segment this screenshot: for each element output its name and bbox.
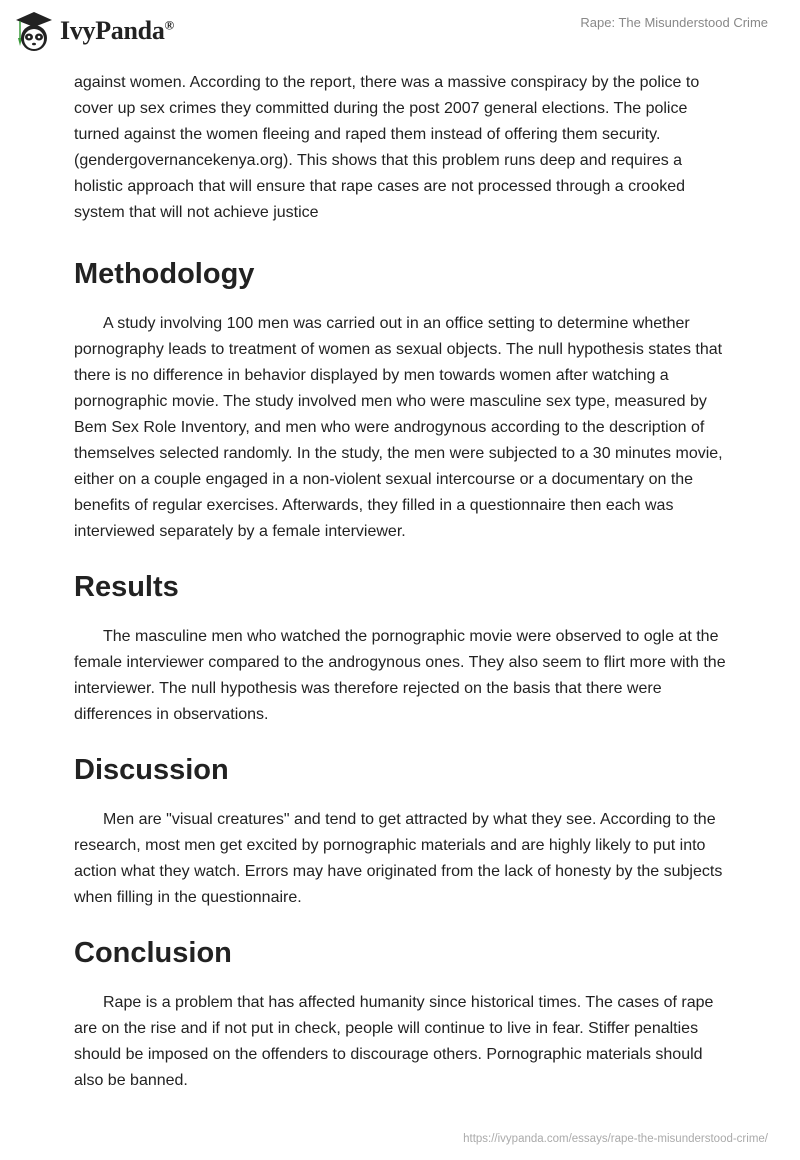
heading-conclusion: Conclusion	[74, 937, 232, 969]
methodology-paragraph: A study involving 100 men was carried out in an office setting to determine whether pornography leads to treatment of women as sexual objects. The null hypothesis states that there is no difference in behavior displayed by men towards women after watching a pornographic movie. The study involved men who were masculine sex type, measured by Bem Sex Role Inventory, and men who were androgynous according to the description of themselves selected randomly. In the study, the men were subjected to a 30 minutes movie, either on a couple engaged in a non-violent sexual intercourse or a documentary on the benefits of regular exercises. Afterwards, they filled in a questionnaire then each was interviewed separately by a female interviewer.	[74, 315, 723, 540]
intro-paragraph: against women. According to the report, there was a massive conspiracy by the police to cover up sex crimes they committed during the post 2007 general elections. The police turned against the women fleeing and raped them instead of offering them security. (gendergovernancekenya.org). This shows that this problem runs deep and requires a holistic approach that will ensure that rape cases are not processed through a crooked system that will not achieve justice	[74, 74, 700, 221]
document-title: Rape: The Misunderstood Crime	[580, 15, 768, 30]
results-paragraph: The masculine men who watched the pornographic movie were observed to ogle at the female interviewer compared to the androgynous ones. They also seem to flirt more with the interviewer. The null hypothesis was therefore rejected on the basis that there were differences in observations.	[74, 628, 726, 723]
heading-results: Results	[74, 571, 179, 603]
heading-methodology: Methodology	[74, 258, 255, 290]
panda-graduate-icon	[12, 8, 56, 54]
conclusion-paragraph: Rape is a problem that has affected humanity since historical times. The cases of rape are on the rise and if not put in check, people will continue to live in fear. Stiffer penalties should be imposed on the offenders to discourage others. Pornographic materials should also be banned.	[74, 994, 714, 1089]
ivypanda-logo[interactable]	[12, 8, 174, 54]
source-url-link[interactable]: https://ivypanda.com/essays/rape-the-misunderstood-crime/	[463, 1133, 768, 1145]
essay-content	[74, 70, 734, 1094]
heading-discussion: Discussion	[74, 754, 229, 786]
page-header	[0, 0, 800, 60]
brand-name: IvyPanda®	[60, 16, 174, 45]
discussion-paragraph: Men are "visual creatures" and tend to get attracted by what they see. According to the research, most men get excited by pornographic materials and are highly likely to put into action what they watch. Errors may have originated from the lack of honesty by the subjects when filling in the questionnaire.	[74, 811, 723, 906]
